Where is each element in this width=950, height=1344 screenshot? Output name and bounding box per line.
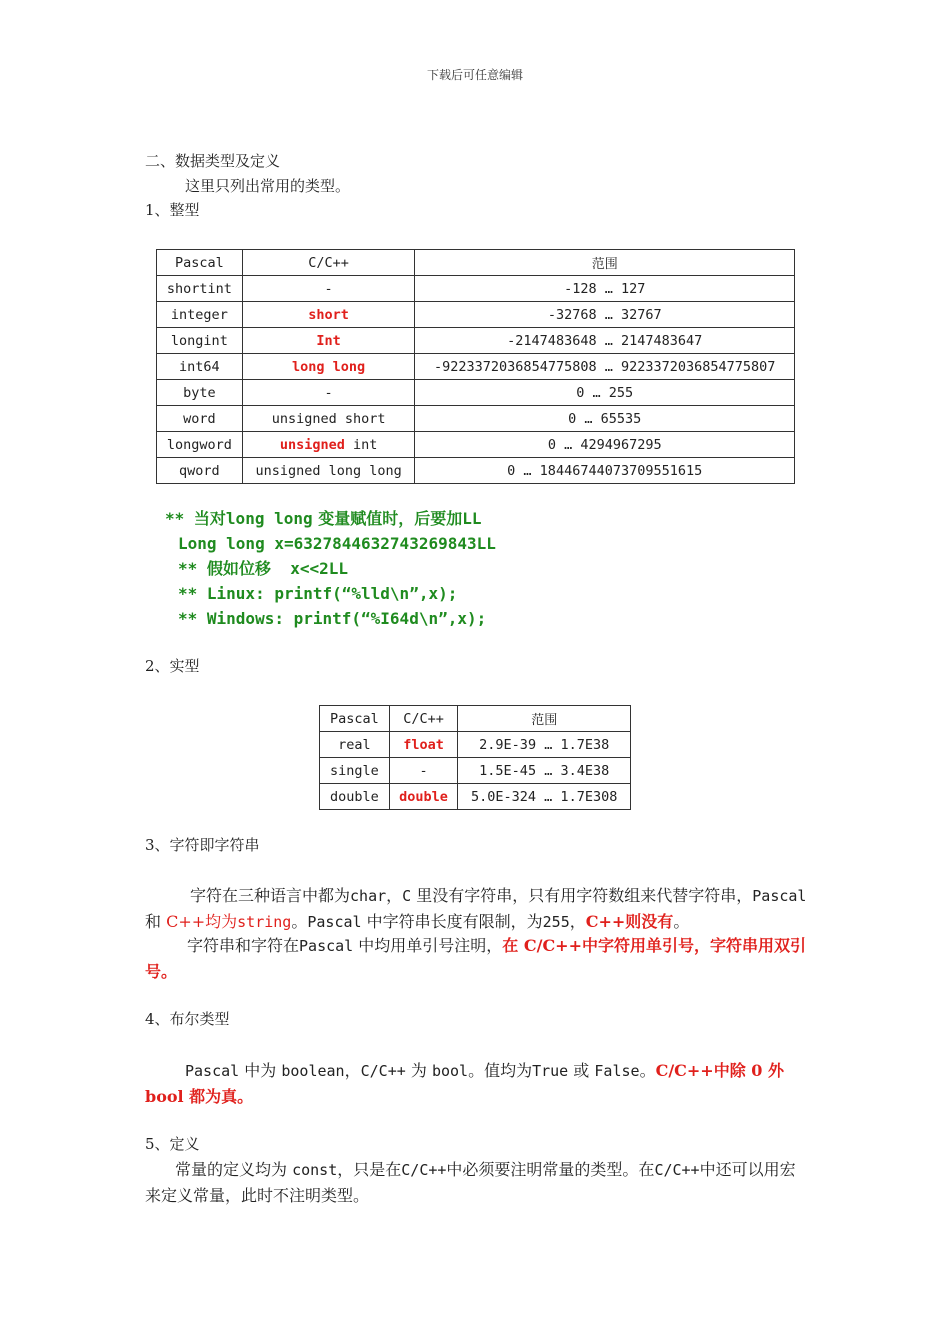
cell-c-text: - [324,280,333,297]
text-run: 。 [673,912,690,931]
cell-pascal: real [320,732,390,758]
text-run: 中字符串长度有限制，为 [361,912,543,931]
text-run: 字符在三种语言中都为 [190,886,351,905]
highlight-code-run: string [237,913,292,931]
cell-range: -9223372036854775808 … 9223372036854775807 [415,354,795,380]
text-run: 。 [291,912,308,931]
note-text: 假如位移 [206,559,271,578]
header-c: C/C++ [242,250,415,276]
cell-pascal: word [157,406,243,432]
cell-c-keyword: unsigned [279,436,345,453]
table-row [157,302,795,328]
cell-c [242,406,415,432]
header-range: 范围 [458,706,631,732]
code-run: Pascal [307,913,362,931]
cell-c [242,276,415,302]
cell-range: 0 … 4294967295 [415,432,795,458]
cell-c [389,758,458,784]
code-run: C/C++ [360,1062,406,1080]
code-run: const [292,1161,338,1179]
text-run: 或 [568,1061,595,1080]
code-run: bool [431,1062,469,1080]
cell-c-text: - [419,762,428,779]
note-shift [178,556,348,581]
code-run: False [594,1062,640,1080]
table-row [157,380,795,406]
cell-range: 0 … 65535 [415,406,795,432]
cell-c [242,458,415,484]
cell-range: 1.5E-45 … 3.4E38 [458,758,631,784]
boolean-heading: 4、布尔类型 [145,1010,230,1028]
table-row [320,732,631,758]
note-prefix: ** [178,559,207,578]
definition-paragraph [145,1157,810,1208]
cell-pascal: int64 [157,354,243,380]
table-row [320,784,631,810]
page-header: 下载后可任意编辑 [426,68,523,82]
note-windows: ** Windows: printf(“%I64d\n”,x); [178,609,487,628]
highlight-run: C++则没有 [585,912,674,931]
cell-c [242,432,415,458]
cell-c-keyword: float [403,736,444,753]
table-row [157,276,795,302]
cell-c-text: unsigned short [271,410,386,427]
cell-c [242,302,415,328]
text-run: ，只是在 [337,1160,402,1179]
integer-heading: 1、整型 [145,201,200,219]
text-run: 。值均为 [468,1061,533,1080]
highlight-run: 在 C/C++中字符用单引号，字符串用双引号。 [145,936,806,981]
strings-paragraph-1 [145,883,810,935]
cell-range: -2147483648 … 2147483647 [415,328,795,354]
cell-range: 2.9E-39 … 1.7E38 [458,732,631,758]
table-row [157,328,795,354]
cell-range: -128 … 127 [415,276,795,302]
note-code: long long [225,509,313,528]
definition-heading: 5、定义 [145,1135,200,1153]
text-run: ， [344,1061,361,1080]
cell-c-text: unsigned long long [255,462,402,479]
text-run: 中为 [239,1061,282,1080]
code-run: Pascal [752,887,807,905]
cell-pascal: longint [157,328,243,354]
cell-c-keyword: long long [292,358,366,375]
code-run: C [402,887,412,905]
text-run: 里没有字符串，只有用字符数组来代替字符串， [411,886,753,905]
code-run: Pascal [299,937,354,955]
note-example: Long long x=6327844632743269843LL [178,534,496,553]
cell-range: -32768 … 32767 [415,302,795,328]
cell-c [389,732,458,758]
cell-pascal: byte [157,380,243,406]
cell-c [242,328,415,354]
code-run: char [350,887,387,905]
text-run: ， [569,912,586,931]
note-linux: ** Linux: printf(“%lld\n”,x); [178,584,458,603]
table-row [157,354,795,380]
code-run: C/C++ [401,1161,447,1179]
note-longlong-assign [165,506,481,531]
cell-c [242,380,415,406]
table-header-row [320,706,631,732]
code-run: Pascal [185,1062,240,1080]
cell-range: 5.0E-324 … 1.7E308 [458,784,631,810]
text-run: 中均用单引号注明， [353,936,503,955]
text-run: 中还可以用宏来定义常量，此时不注明类型。 [145,1160,796,1205]
strings-paragraph-2 [145,933,810,984]
table-row [157,432,795,458]
integer-table [156,249,795,484]
cell-c-text: - [324,384,333,401]
note-code: LL [462,509,482,528]
text-run: 字符串和字符在 [187,936,300,955]
cell-pascal: longword [157,432,243,458]
real-table [319,705,631,810]
code-run: True [532,1062,569,1080]
header-range: 范围 [415,250,795,276]
cell-pascal: double [320,784,390,810]
cell-pascal: integer [157,302,243,328]
highlight-run: C/C++中除 0 外 bool 都为真。 [145,1061,784,1106]
cell-pascal: single [320,758,390,784]
header-pascal: Pascal [320,706,390,732]
cell-c-keyword: Int [316,332,341,349]
text-run: 中必须要注明常量的类型。在 [446,1160,655,1179]
cell-c-tail: int [344,436,378,453]
cell-pascal: shortint [157,276,243,302]
code-run: 255 [542,913,570,931]
code-run: boolean [281,1062,345,1080]
note-text: 当对 [193,509,226,528]
text-run: ， [386,886,403,905]
intro-text: 这里只列出常用的类型。 [185,177,351,195]
table-row [320,758,631,784]
table-row [157,406,795,432]
header-pascal: Pascal [157,250,243,276]
text-run: 常量的定义均为 [175,1160,293,1179]
real-heading: 2、实型 [145,657,200,675]
table-header-row [157,250,795,276]
cell-range: 0 … 18446744073709551615 [415,458,795,484]
cell-range: 0 … 255 [415,380,795,406]
table-row [157,458,795,484]
highlight-run: C++均为 [166,912,238,931]
cell-pascal: qword [157,458,243,484]
boolean-paragraph [145,1058,810,1109]
code-run: C/C++ [654,1161,700,1179]
cell-c-keyword: short [308,306,349,323]
text-run: 和 [145,912,167,931]
text-run: 为 [405,1061,432,1080]
section-title: 二、数据类型及定义 [145,152,281,170]
header-c: C/C++ [389,706,458,732]
cell-c [389,784,458,810]
text-run: 。 [639,1061,656,1080]
note-code: x<<2LL [270,559,348,578]
cell-c-keyword: double [399,788,448,805]
note-text: 变量赋值时，后要加 [312,509,463,528]
cell-c [242,354,415,380]
note-prefix: ** [165,509,194,528]
strings-heading: 3、字符即字符串 [145,836,260,854]
